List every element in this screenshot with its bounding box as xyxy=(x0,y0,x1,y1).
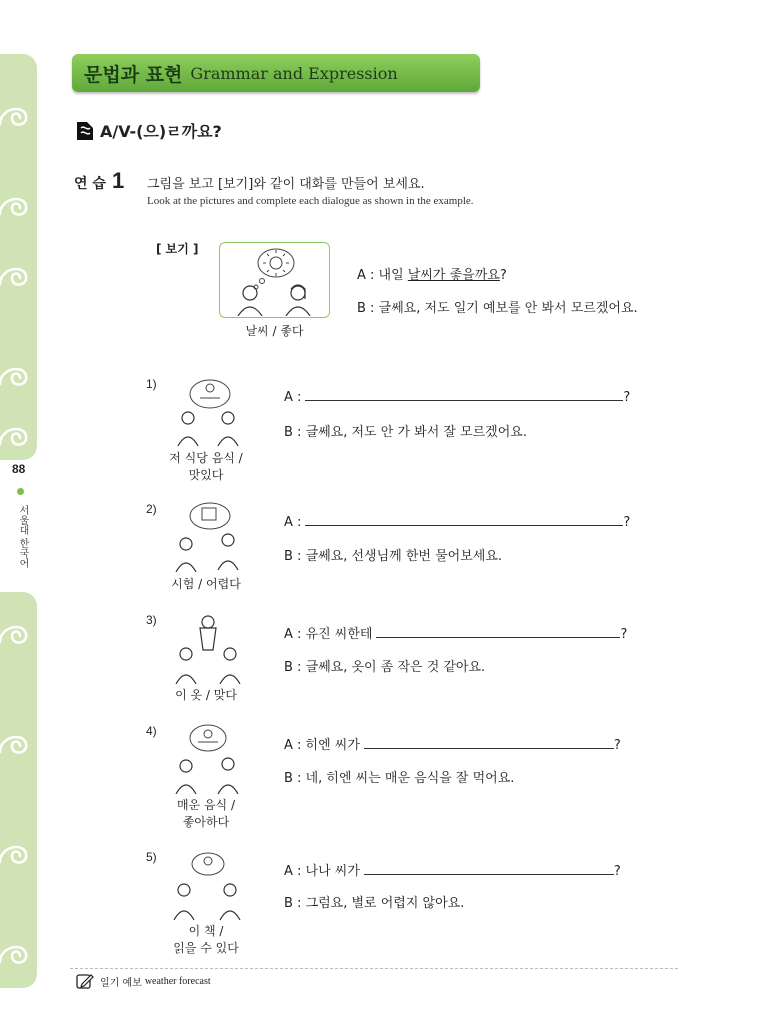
book-title: 서울대 한국어 xyxy=(17,505,28,569)
answer-a-end: ? xyxy=(623,390,631,405)
answer-line-a xyxy=(284,623,627,642)
swirl-icon xyxy=(0,354,37,398)
answer-line-b: B : 그럼요, 별로 어렵지 않아요. xyxy=(284,896,465,911)
item-caption-line: 좋아하다 xyxy=(182,815,230,829)
book-illustration xyxy=(170,850,246,922)
example-line-b: B : 글쎄요, 저도 일기 예보를 안 봐서 모르겠어요. xyxy=(357,301,638,316)
item-caption-line: 이 책 / xyxy=(188,924,224,938)
item-caption xyxy=(156,687,256,704)
restaurant-illustration xyxy=(170,376,246,448)
item-number: 3) xyxy=(146,613,157,627)
swirl-icon xyxy=(0,722,37,766)
banner-title-ko: 문법과 표현 xyxy=(84,63,183,86)
answer-a-end: ? xyxy=(613,864,621,879)
exercise-label xyxy=(74,168,124,194)
item-caption-line: 이 옷 / 맞다 xyxy=(175,688,237,702)
item-caption xyxy=(156,797,256,831)
answer-line-b: B : 네, 히엔 씨는 매운 음식을 잘 먹어요. xyxy=(284,771,515,786)
exercise-number: 1 xyxy=(111,168,125,193)
swirl-icon xyxy=(0,184,37,228)
item-caption-line: 매운 음식 / xyxy=(176,798,236,812)
answer-a-end: ? xyxy=(620,627,628,642)
swirl-icon xyxy=(0,254,37,298)
vocab-footer xyxy=(76,972,211,990)
answer-line-a xyxy=(284,734,621,753)
answer-a-prefix: A : 나나 씨가 xyxy=(284,864,360,879)
example-a-answer: 날씨가 좋을까요 xyxy=(407,268,500,283)
example-illustration xyxy=(219,242,330,318)
answer-a-prefix: A : xyxy=(284,515,302,530)
grammar-pattern: A/V-(으)ㄹ까요? xyxy=(100,121,222,141)
answer-blank[interactable] xyxy=(376,624,620,638)
example-a-prefix: A : 내일 xyxy=(357,268,408,283)
item-caption xyxy=(156,450,256,484)
swirl-icon xyxy=(0,612,37,656)
example-tag: [ 보기 ] xyxy=(156,242,199,256)
item-number: 5) xyxy=(146,850,157,864)
clothes-illustration xyxy=(170,612,246,684)
answer-a-prefix: A : 유진 씨한테 xyxy=(284,627,373,642)
answer-line-b: B : 글쎄요, 선생님께 한번 물어보세요. xyxy=(284,549,503,564)
vocab-ko: 일기 예보 xyxy=(100,977,142,989)
grammar-bullet-icon xyxy=(74,118,96,142)
item-number: 4) xyxy=(146,724,157,738)
item-caption xyxy=(156,576,256,593)
item-number: 1) xyxy=(146,377,157,391)
exam-illustration xyxy=(170,500,246,572)
example-a-suffix: ? xyxy=(499,268,507,283)
grammar-heading xyxy=(74,118,222,142)
instruction-ko: 그림을 보고 [보기]와 같이 대화를 만들어 보세요. xyxy=(147,177,425,192)
answer-line-b: B : 글쎄요, 저도 안 가 봐서 잘 모르겠어요. xyxy=(284,425,527,440)
section-banner xyxy=(72,54,480,92)
item-caption-line: 시험 / 어렵다 xyxy=(171,577,241,591)
answer-blank[interactable] xyxy=(305,512,623,526)
side-decoration-bottom xyxy=(0,592,37,988)
answer-a-end: ? xyxy=(613,738,621,753)
swirl-icon xyxy=(0,94,37,138)
example-caption: 날씨 / 좋다 xyxy=(245,324,304,338)
answer-blank[interactable] xyxy=(305,387,623,401)
spicy-food-illustration xyxy=(170,722,246,794)
item-caption-line: 저 식당 음식 / xyxy=(169,451,243,465)
page-dot xyxy=(17,488,24,495)
answer-a-end: ? xyxy=(623,515,631,530)
swirl-icon xyxy=(0,832,37,876)
exercise-label-text: 연 습 xyxy=(74,176,106,192)
answer-line-a xyxy=(284,860,621,879)
item-number: 2) xyxy=(146,502,157,516)
answer-line-a xyxy=(284,512,630,530)
answer-line-b: B : 글쎄요, 옷이 좀 작은 것 같아요. xyxy=(284,660,486,675)
banner-title-en: Grammar and Expression xyxy=(190,63,398,83)
vocab-en: weather forecast xyxy=(144,975,211,987)
swirl-icon xyxy=(0,932,37,976)
page-number: 88 xyxy=(12,462,26,476)
weather-people-illustration xyxy=(220,243,328,316)
item-caption-line: 맛있다 xyxy=(188,468,224,482)
pencil-note-icon xyxy=(76,972,94,990)
side-decoration-top xyxy=(0,54,37,460)
example-line-a xyxy=(357,264,507,283)
answer-a-prefix: A : 히엔 씨가 xyxy=(284,738,360,753)
swirl-icon xyxy=(0,414,37,458)
instruction-en: Look at the pictures and complete each dialogue as shown in the example. xyxy=(147,195,474,207)
item-caption xyxy=(156,923,256,957)
answer-blank[interactable] xyxy=(364,735,614,749)
answer-line-a xyxy=(284,387,630,405)
footer-divider xyxy=(70,968,678,969)
answer-a-prefix: A : xyxy=(284,390,302,405)
answer-blank[interactable] xyxy=(364,861,614,875)
item-caption-line: 읽을 수 있다 xyxy=(173,941,239,955)
